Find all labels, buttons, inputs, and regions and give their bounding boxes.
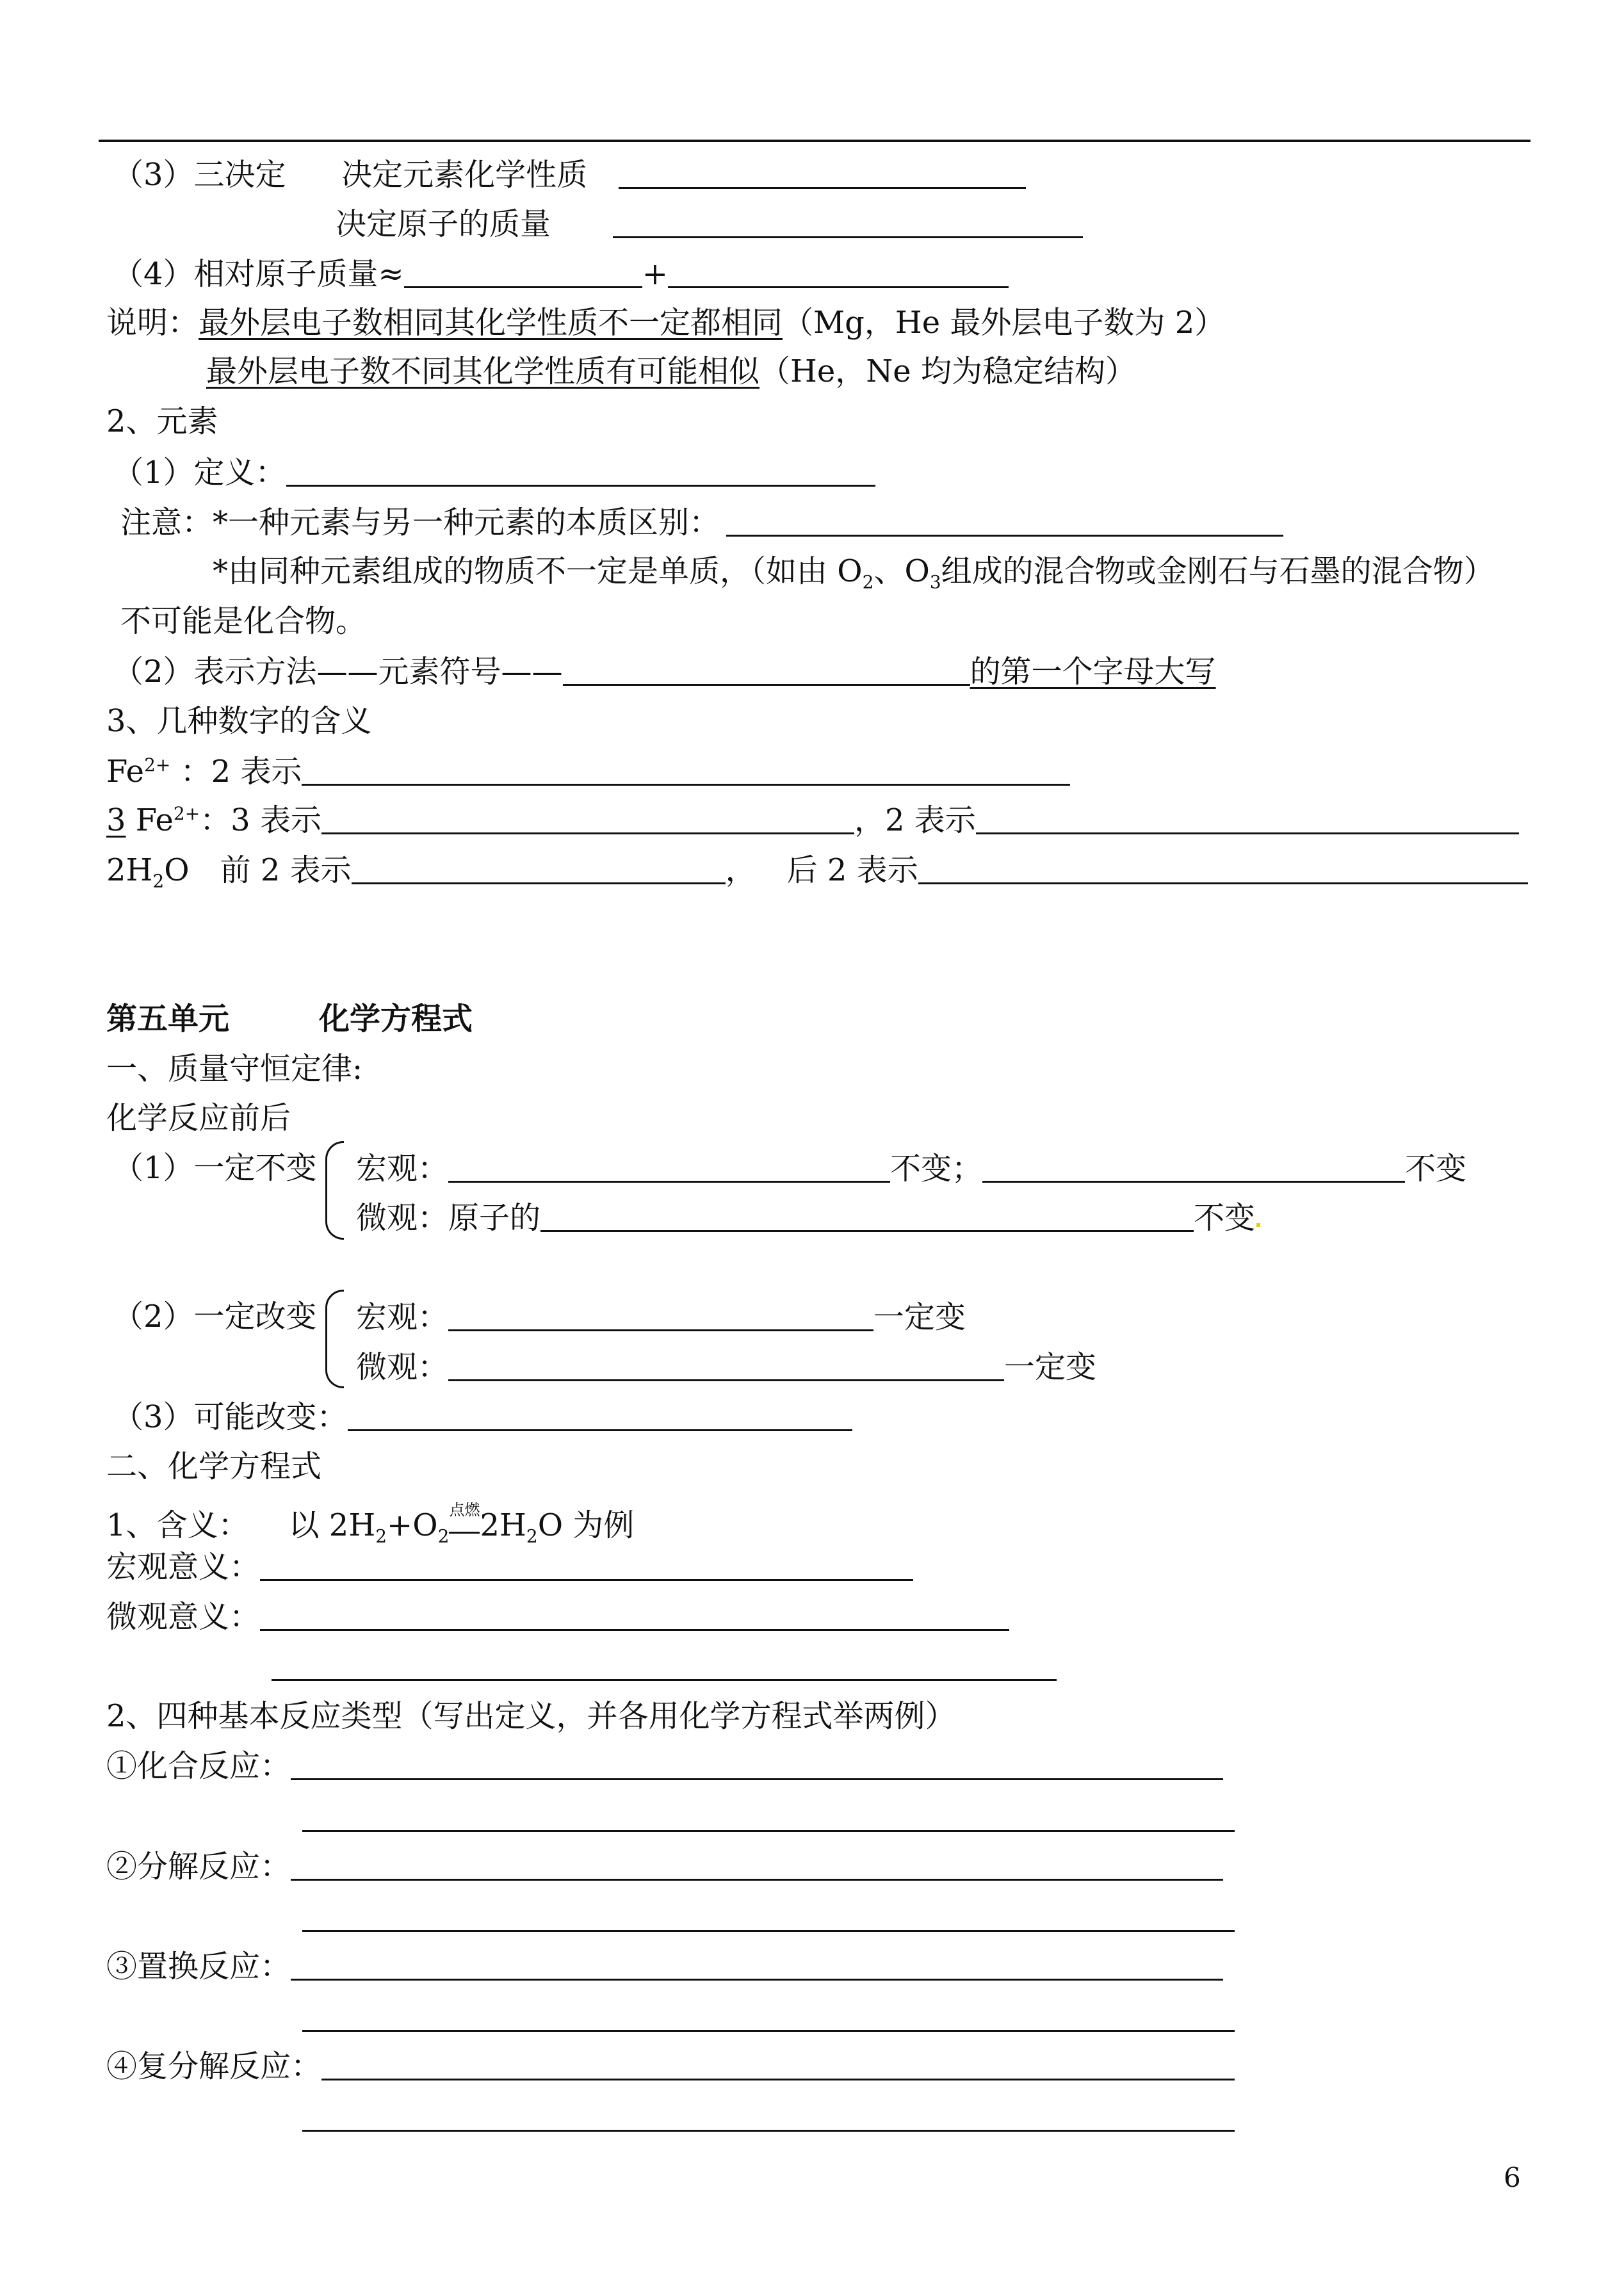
numbers-section-title: 3、几种数字的含义 [106,703,372,739]
attention-2-part-a: *由同种元素组成的物质不一定是单质，（如由 O [213,553,863,589]
relative-atomic-mass-label: （4）相对原子质量≈ [113,256,404,292]
fe-text: ：2 表示 [170,754,302,790]
attention-2-part-c: 组成的混合物或金刚石与石墨的混合物） [941,553,1495,589]
decides-atom-mass-label: 决定原子的质量 [336,206,551,242]
double-decomposition-line [106,2050,1235,2082]
changed-micro-line [356,1351,1096,1383]
micro-meaning-line [106,1599,1009,1635]
coefficient-3: 3 [106,802,126,838]
unit-title [106,1001,473,1037]
micro-label: 微观：原子的 [356,1200,541,1236]
micro-meaning-label: 微观意义： [106,1599,261,1635]
displacement-line [106,1950,1223,1982]
reaction-types-title: 2、四种基本反应类型（写出定义，并各用化学方程式举两例） [106,1698,956,1734]
attention-1-text: 注意：*一种元素与另一种元素的本质区别： [120,505,720,540]
blank-unchanged-macro-1[interactable] [448,1153,890,1183]
blank-decomposition-1[interactable] [291,1851,1223,1881]
three-fe-text1: ：3 表示 [200,802,321,838]
blank-back-2[interactable] [918,854,1528,884]
combination-line [106,1748,1223,1784]
unchanged-macro-line [356,1151,1467,1187]
macro-meaning-line [106,1549,913,1585]
micro-label: 微观： [356,1349,449,1385]
unchanged-tail-1: 不变； [890,1151,983,1187]
blank-combination-2[interactable] [302,1830,1235,1832]
subscript: 2 [526,1525,538,1547]
blank-coefficient-3[interactable] [321,804,854,834]
representation-label: （2）表示方法——元素符号—— [113,654,563,690]
combination-label: ①化合反应： [106,1748,291,1784]
atom-mass-line [336,206,1083,242]
water-line [106,852,1528,892]
attention-line-2 [213,553,1495,593]
representation-tail: 的第一个字母大写 [970,654,1216,690]
brace-changed [325,1290,344,1388]
note-line-1 [106,305,1226,341]
blank-ram-1[interactable] [404,258,642,288]
representation-line [113,654,1216,690]
front-2-text: 前 2 表示 [220,852,352,888]
blank-macro-meaning[interactable] [260,1551,913,1581]
note2-tail: （He，Ne 均为稳定结构） [759,353,1136,389]
three-decisions-line [113,157,1026,193]
blank-double-decomposition-2[interactable] [302,2130,1235,2132]
blank-front-2[interactable] [352,854,726,884]
unit-name: 化学方程式 [319,1001,473,1037]
macro-label: 宏观： [356,1299,449,1335]
equation-part-d: O 为例 [537,1507,635,1543]
back-2-text: 后 2 表示 [786,852,918,888]
blank-double-decomposition-1[interactable] [321,2050,1235,2080]
decides-chemical-property-label: 决定元素化学性质 [341,157,588,193]
changed-macro-line [356,1301,966,1333]
blank-may-change[interactable] [348,1401,852,1431]
before-after-label: 化学反应前后 [106,1100,291,1136]
decomposition-label: ②分解反应： [106,1849,291,1885]
changed-tail-2: 一定变 [1004,1349,1097,1385]
note-label: 说明： [106,305,199,341]
three-fe-line [106,804,1519,836]
attention-line-1 [120,507,1283,538]
subscript: 2 [152,870,165,892]
displacement-label: ③置换反应： [106,1949,291,1984]
blank-atom-mass[interactable] [613,208,1083,238]
subscript: 2 [375,1525,387,1547]
subscript: 2 [862,571,874,593]
fe-symbol: Fe [126,802,174,838]
blank-decomposition-2[interactable] [302,1930,1235,1932]
blank-changed-micro[interactable] [448,1351,1004,1381]
blank-essential-difference[interactable] [726,507,1283,537]
unchanged-micro-line [356,1200,1260,1236]
brace-unchanged [325,1141,344,1240]
three-fe-text2: ，2 表示 [854,802,976,838]
blank-displacement-1[interactable] [291,1950,1223,1981]
may-change-line [113,1399,852,1435]
note2-underlined: 最外层电子数不同其化学性质有可能相似 [206,353,760,389]
blank-micro-meaning[interactable] [260,1601,1009,1631]
note1-underlined: 最外层电子数相同其化学性质不一定都相同 [199,305,783,341]
water-formula-a: 2H [106,852,153,888]
attention-line-3: 不可能是化合物。 [120,603,367,639]
blank-unchanged-macro-2[interactable] [982,1153,1405,1183]
unit-number: 第五单元 [106,1001,230,1037]
blank-micro-meaning-2[interactable] [272,1679,1057,1681]
double-decomposition-label: ④复分解反应： [106,2048,322,2084]
macro-label: 宏观： [356,1151,449,1187]
equation-part-a: 以 2H [288,1507,376,1543]
blank-chemical-property[interactable] [619,159,1026,189]
highlight-dot [1256,1223,1260,1227]
changed-label: （2）一定改变 [113,1299,317,1334]
element-section-title: 2、元素 [106,403,218,439]
meaning-label: 1、含义： [106,1507,249,1543]
water-formula-b: O [164,852,190,888]
subscript: 3 [929,571,941,593]
blank-displacement-2[interactable] [302,2030,1235,2032]
plus-sign: + [642,256,668,292]
blank-definition[interactable] [286,457,875,487]
unchanged-tail-2: 不变 [1405,1151,1467,1187]
note1-tail: （Mg，He 最外层电子数为 2） [783,305,1226,341]
top-rule [99,140,1531,142]
blank-changed-macro[interactable] [448,1301,873,1331]
page-number: 6 [1504,2162,1521,2193]
blank-unchanged-micro[interactable] [540,1202,1194,1232]
blank-charge-2[interactable] [976,804,1519,834]
blank-fe-charge[interactable] [302,756,1070,786]
may-change-label: （3）可能改变： [113,1399,348,1435]
macro-meaning-label: 宏观意义： [106,1549,261,1585]
blank-ram-2[interactable] [668,258,1009,288]
blank-representation[interactable] [563,656,970,686]
definition-line [113,455,875,491]
three-decisions-label: （3）三决定 [113,157,286,193]
fe-ion-line [106,754,1070,790]
comma: ， [725,852,756,888]
equation-part-c: 2H [480,1507,526,1543]
meaning-line [106,1501,635,1547]
fe-symbol: Fe [106,754,145,790]
superscript: 2+ [173,803,200,824]
changed-tail-1: 一定变 [873,1299,966,1335]
decomposition-line [106,1849,1223,1885]
equation-section-title: 二、化学方程式 [106,1448,322,1484]
equation-part-b: +O [387,1507,438,1543]
blank-combination-1[interactable] [291,1750,1223,1780]
superscript: 2+ [144,754,171,775]
conservation-law-title: 一、质量守恒定律: [106,1051,363,1087]
micro-tail: 不变 [1194,1200,1256,1236]
attention-2-part-b: 、O [873,553,930,589]
relative-atomic-mass-line [113,256,1009,292]
definition-label: （1）定义： [113,455,286,491]
note-line-2 [206,353,1136,389]
unchanged-label: （1）一定不变 [113,1150,317,1186]
reaction-condition: 点燃 [449,1501,480,1519]
subscript: 2 [437,1525,450,1547]
